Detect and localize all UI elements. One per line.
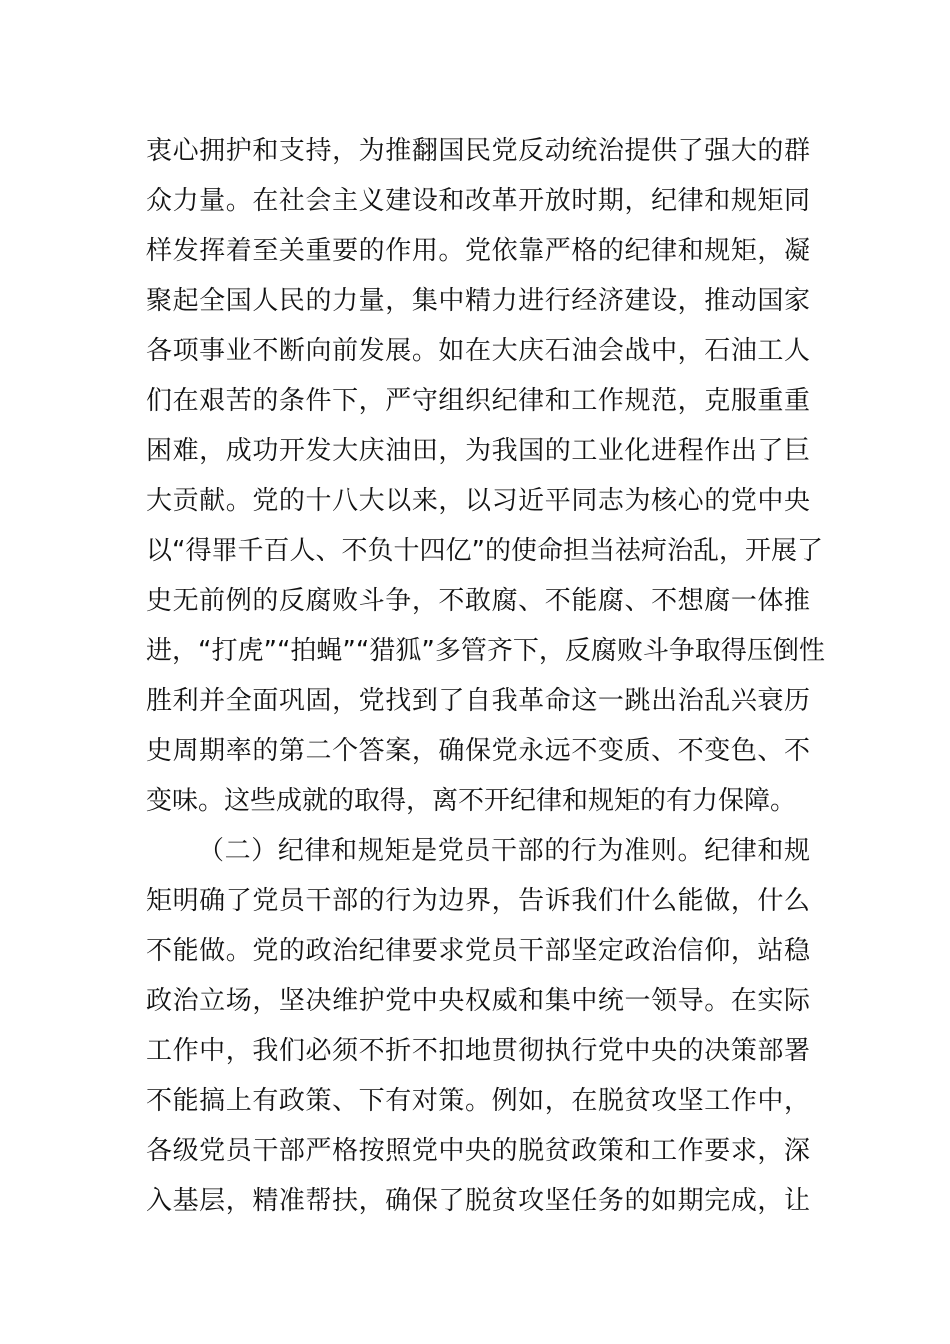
text-line: 胜利并全面巩固，党找到了自我革命这一跳出治乱兴衰历 [146,686,810,716]
section-heading-line: （二）纪律和规矩是党员干部的行为准则。纪律和规 [198,836,810,866]
text-line: 进，“打虎”“拍蝇”“猎狐”多管齐下，反腐败斗争取得压倒性 [146,636,825,666]
body-text [146,126,825,1226]
text-line: 史无前例的反腐败斗争，不敢腐、不能腐、不想腐一体推 [146,586,810,616]
text-line: 众力量。在社会主义建设和改革开放时期，纪律和规矩同 [146,186,810,216]
text-line: 大贡献。党的十八大以来，以习近平同志为核心的党中央 [146,486,810,516]
text-line: 困难，成功开发大庆油田，为我国的工业化进程作出了巨 [146,436,810,466]
text-line: 工作中，我们必须不折不扣地贯彻执行党中央的决策部署 [146,1036,810,1066]
text-line: 各项事业不断向前发展。如在大庆石油会战中，石油工人 [146,336,810,366]
text-line: 史周期率的第二个答案，确保党永远不变质、不变色、不 [146,736,810,766]
text-line: 各级党员干部严格按照党中央的脱贫政策和工作要求，深 [146,1136,810,1166]
text-line: 入基层，精准帮扶，确保了脱贫攻坚任务的如期完成，让 [146,1186,810,1216]
text-line: 不能搞上有政策、下有对策。例如，在脱贫攻坚工作中， [146,1086,810,1116]
text-line: 样发挥着至关重要的作用。党依靠严格的纪律和规矩，凝 [146,236,810,266]
paragraph-end-line: 变味。这些成就的取得，离不开纪律和规矩的有力保障。 [146,786,797,816]
text-line: 矩明确了党员干部的行为边界，告诉我们什么能做，什么 [146,886,810,916]
text-line: 政治立场，坚决维护党中央权威和集中统一领导。在实际 [146,986,810,1016]
text-line: 聚起全国人民的力量，集中精力进行经济建设，推动国家 [146,286,810,316]
text-line: 衷心拥护和支持，为推翻国民党反动统治提供了强大的群 [146,136,810,166]
text-line: 们在艰苦的条件下，严守组织纪律和工作规范，克服重重 [146,386,810,416]
text-line: 以“得罪千百人、不负十四亿”的使命担当祛疴治乱，开展了 [146,536,823,566]
text-line: 不能做。党的政治纪律要求党员干部坚定政治信仰，站稳 [146,936,810,966]
